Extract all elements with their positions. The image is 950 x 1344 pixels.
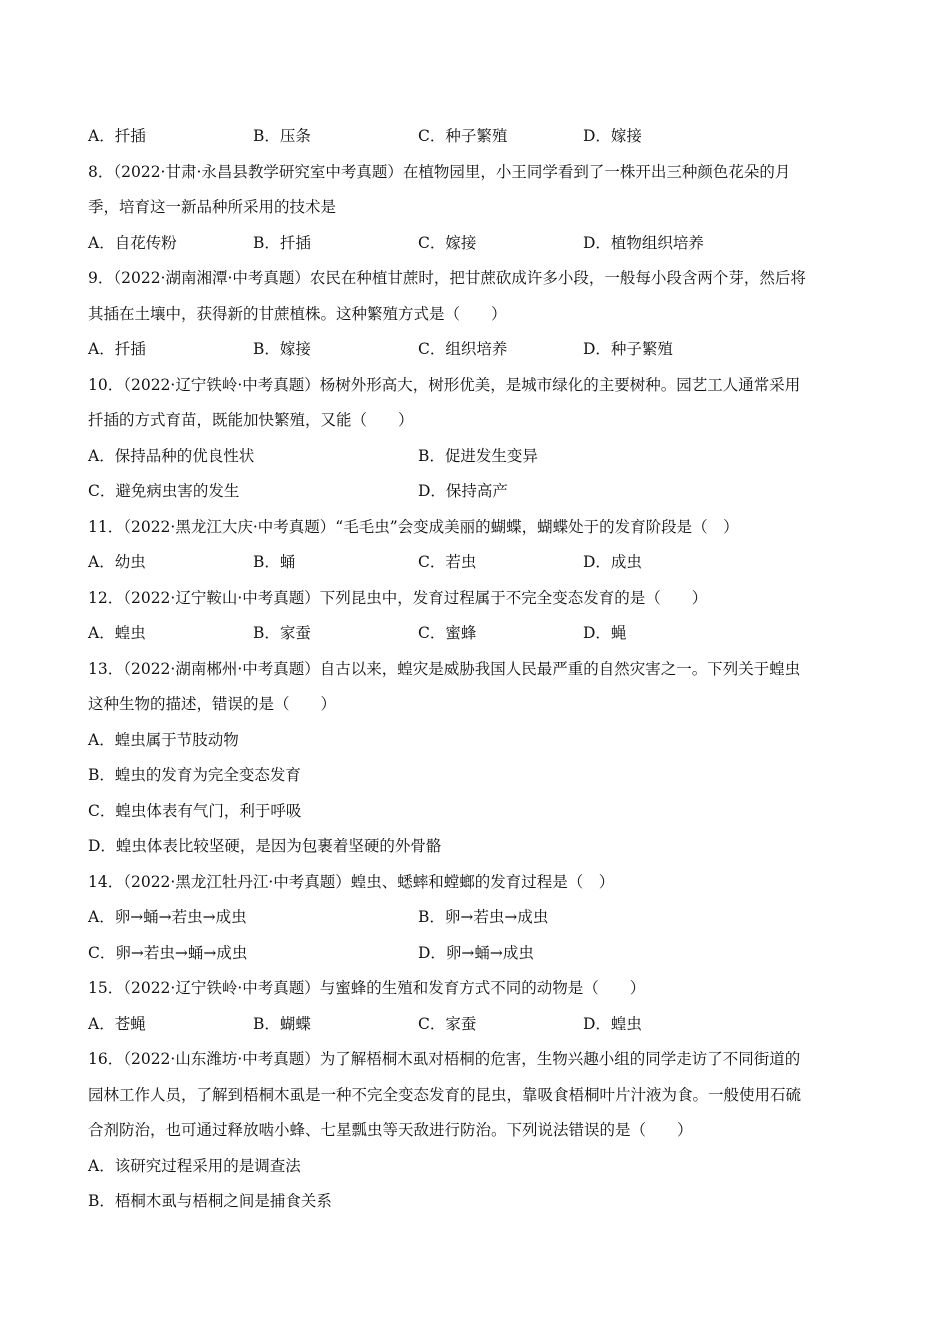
text-line: B．梧桐木虱与梧桐之间是捕食关系 bbox=[88, 1192, 332, 1210]
answer-option: A．幼虫 bbox=[88, 553, 146, 571]
options-row bbox=[88, 119, 868, 155]
answer-option: A．扦插 bbox=[88, 340, 146, 358]
text-line: 10．（2022·辽宁铁岭·中考真题）杨树外形高大，树形优美，是城市绿化的主要树种。园艺工人通常采用 bbox=[88, 375, 801, 394]
text-line: A．蝗虫属于节肢动物 bbox=[88, 730, 239, 749]
text-line: 16．（2022·山东潍坊·中考真题）为了解梧桐木虱对梧桐的危害，生物兴趣小组的同学走访了不同街道的 bbox=[88, 1050, 801, 1068]
answer-option: A．蝗虫 bbox=[88, 624, 146, 642]
text-line: 15．（2022·辽宁铁岭·中考真题）与蜜蜂的生殖和发育方式不同的动物是（ ） bbox=[88, 979, 646, 997]
answer-option: C．蜜蜂 bbox=[418, 624, 477, 642]
answer-option: D．保持高产 bbox=[418, 482, 508, 500]
text-line: A．该研究过程采用的是调查法 bbox=[88, 1156, 301, 1175]
answer-option: C．若虫 bbox=[418, 553, 477, 571]
text-line: 这种生物的描述，错误的是（ ） bbox=[88, 695, 337, 713]
answer-option: D．种子繁殖 bbox=[583, 340, 673, 358]
answer-option: D．蝇 bbox=[583, 624, 627, 642]
answer-option: C．嫁接 bbox=[418, 233, 477, 252]
answer-option: B．家蚕 bbox=[253, 624, 311, 642]
text-line: 14．（2022·黑龙江牡丹江·中考真题）蝗虫、蟋蟀和螳螂的发育过程是（ ） bbox=[88, 872, 615, 891]
answer-option: C．家蚕 bbox=[418, 1014, 477, 1033]
answer-option: D．嫁接 bbox=[583, 127, 642, 145]
options-row bbox=[88, 616, 868, 652]
answer-option: D．蝗虫 bbox=[583, 1014, 642, 1033]
answer-option: A．苍蝇 bbox=[88, 1014, 146, 1033]
answer-option: D．成虫 bbox=[583, 553, 642, 571]
answer-option: D．植物组织培养 bbox=[583, 233, 704, 252]
text-line: 9．（2022·湖南湘潭·中考真题）农民在种植甘蔗时，把甘蔗砍成许多小段，一般每小段含两个芽，然后将 bbox=[88, 269, 806, 287]
answer-option: B．压条 bbox=[253, 127, 311, 145]
options-row bbox=[88, 1007, 868, 1043]
answer-option: C．卵→若虫→蛹→成虫 bbox=[88, 943, 248, 962]
options-row bbox=[88, 332, 868, 368]
answer-option: B．扦插 bbox=[253, 233, 311, 252]
answer-option: A．保持品种的优良性状 bbox=[88, 446, 255, 465]
text-line: 12．（2022·辽宁鞍山·中考真题）下列昆虫中，发育过程属于不完全变态发育的是（ ） bbox=[88, 588, 708, 607]
answer-option: A．自花传粉 bbox=[88, 233, 177, 252]
answer-option: B．蛹 bbox=[253, 553, 296, 571]
answer-option: D．卵→蛹→成虫 bbox=[418, 943, 534, 962]
text-line: B．蝗虫的发育为完全变态发育 bbox=[88, 766, 301, 784]
options-row bbox=[88, 226, 868, 262]
text-line: D．蝗虫体表比较坚硬，是因为包裹着坚硬的外骨骼 bbox=[88, 837, 442, 855]
text-line: 8．（2022·甘肃·永昌县教学研究室中考真题）在植物园里，小王同学看到了一株开出三种颜色花朵的月 bbox=[88, 162, 791, 181]
document-page bbox=[88, 119, 868, 1220]
answer-option: B．卵→若虫→成虫 bbox=[418, 908, 549, 926]
options-row bbox=[88, 936, 868, 972]
text-line: C．蝗虫体表有气门，利于呼吸 bbox=[88, 801, 302, 820]
options-row bbox=[88, 439, 868, 475]
answer-option: C．避免病虫害的发生 bbox=[88, 482, 240, 500]
text-line: 季，培育这一新品种所采用的技术是 bbox=[88, 198, 337, 216]
answer-option: B．嫁接 bbox=[253, 340, 311, 358]
answer-option: A．扦插 bbox=[88, 127, 146, 145]
text-line: 合剂防治，也可通过释放啮小蜂、七星瓢虫等天敌进行防治。下列说法错误的是（ ） bbox=[88, 1121, 693, 1139]
answer-option: B．促进发生变异 bbox=[418, 446, 538, 465]
answer-option: B．蝴蝶 bbox=[253, 1014, 311, 1033]
answer-option: C．组织培养 bbox=[418, 340, 508, 358]
answer-option: A．卵→蛹→若虫→成虫 bbox=[88, 908, 247, 926]
text-line: 其插在土壤中，获得新的甘蔗植株。这种繁殖方式是（ ） bbox=[88, 304, 507, 323]
options-row bbox=[88, 545, 868, 581]
text-line: 园林工作人员，了解到梧桐木虱是一种不完全变态发育的昆虫，靠吸食梧桐叶片汁液为食。一般使用石硫 bbox=[88, 1085, 802, 1104]
text-line: 13．（2022·湖南郴州·中考真题）自古以来，蝗灾是威胁我国人民最严重的自然灾害之一。下列关于蝗虫 bbox=[88, 659, 801, 678]
text-line: 扦插的方式育苗，既能加快繁殖，又能（ ） bbox=[88, 411, 414, 429]
text-line: 11．（2022·黑龙江大庆·中考真题）“毛毛虫”会变成美丽的蝴蝶，蝴蝶处于的发育阶段是（ ） bbox=[88, 517, 739, 536]
options-row bbox=[88, 474, 868, 510]
answer-option: C．种子繁殖 bbox=[418, 127, 508, 145]
options-row bbox=[88, 900, 868, 936]
